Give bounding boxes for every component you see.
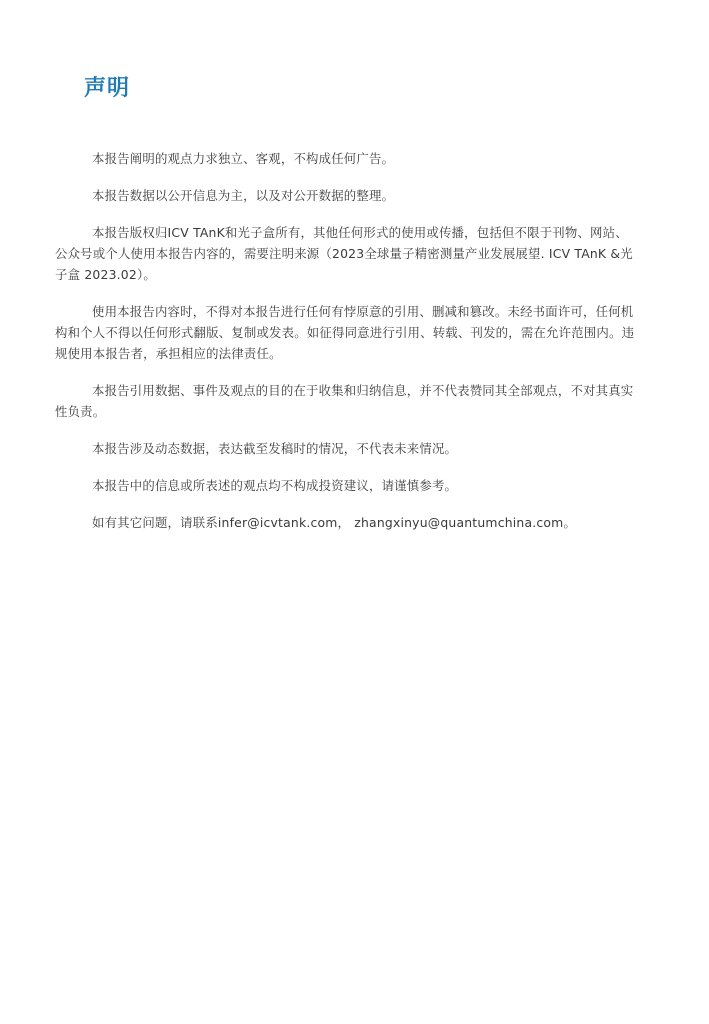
paragraph-investment-disclaimer: 本报告中的信息或所表述的观点均不构成投资建议，请谨慎参考。 xyxy=(92,478,458,493)
paragraph-independence: 本报告阐明的观点力求独立、客观，不构成任何广告。 xyxy=(92,151,395,166)
paragraph-copyright: 本报告版权归ICV TAnK和光子盒所有，其他任何形式的使用或传播，包括但不限于刊物、网站、公众号或个人使用本报告内容的，需要注明来源（2023全球量子精密测量产业发展展望. ICV TAnK &光子盒 2023.02）。 xyxy=(55,225,633,282)
paragraph-citation-disclaimer: 本报告引用数据、事件及观点的目的在于收集和归纳信息，并不代表赞同其全部观点，不对其真实性负责。 xyxy=(55,383,634,419)
paragraph-data-source: 本报告数据以公开信息为主，以及对公开数据的整理。 xyxy=(92,188,395,203)
paragraph-usage-restrictions: 使用本报告内容时，不得对本报告进行任何有悖原意的引用、删减和篡改。未经书面许可，任何机构和个人不得以任何形式翻版、复制或发表。如征得同意进行引用、转载、刊发的，需在允许范围内。违规使用本报告者，承担相应的法律责任。 xyxy=(55,304,635,361)
paragraph-dynamic-data: 本报告涉及动态数据，表达截至发稿时的情况，不代表未来情况。 xyxy=(92,441,458,456)
statement-body xyxy=(55,148,639,533)
page-title: 声明 xyxy=(84,76,131,101)
paragraph-contact: 如有其它问题，请联系infer@icvtank.com， zhangxinyu@quantumchina.com。 xyxy=(92,515,577,530)
